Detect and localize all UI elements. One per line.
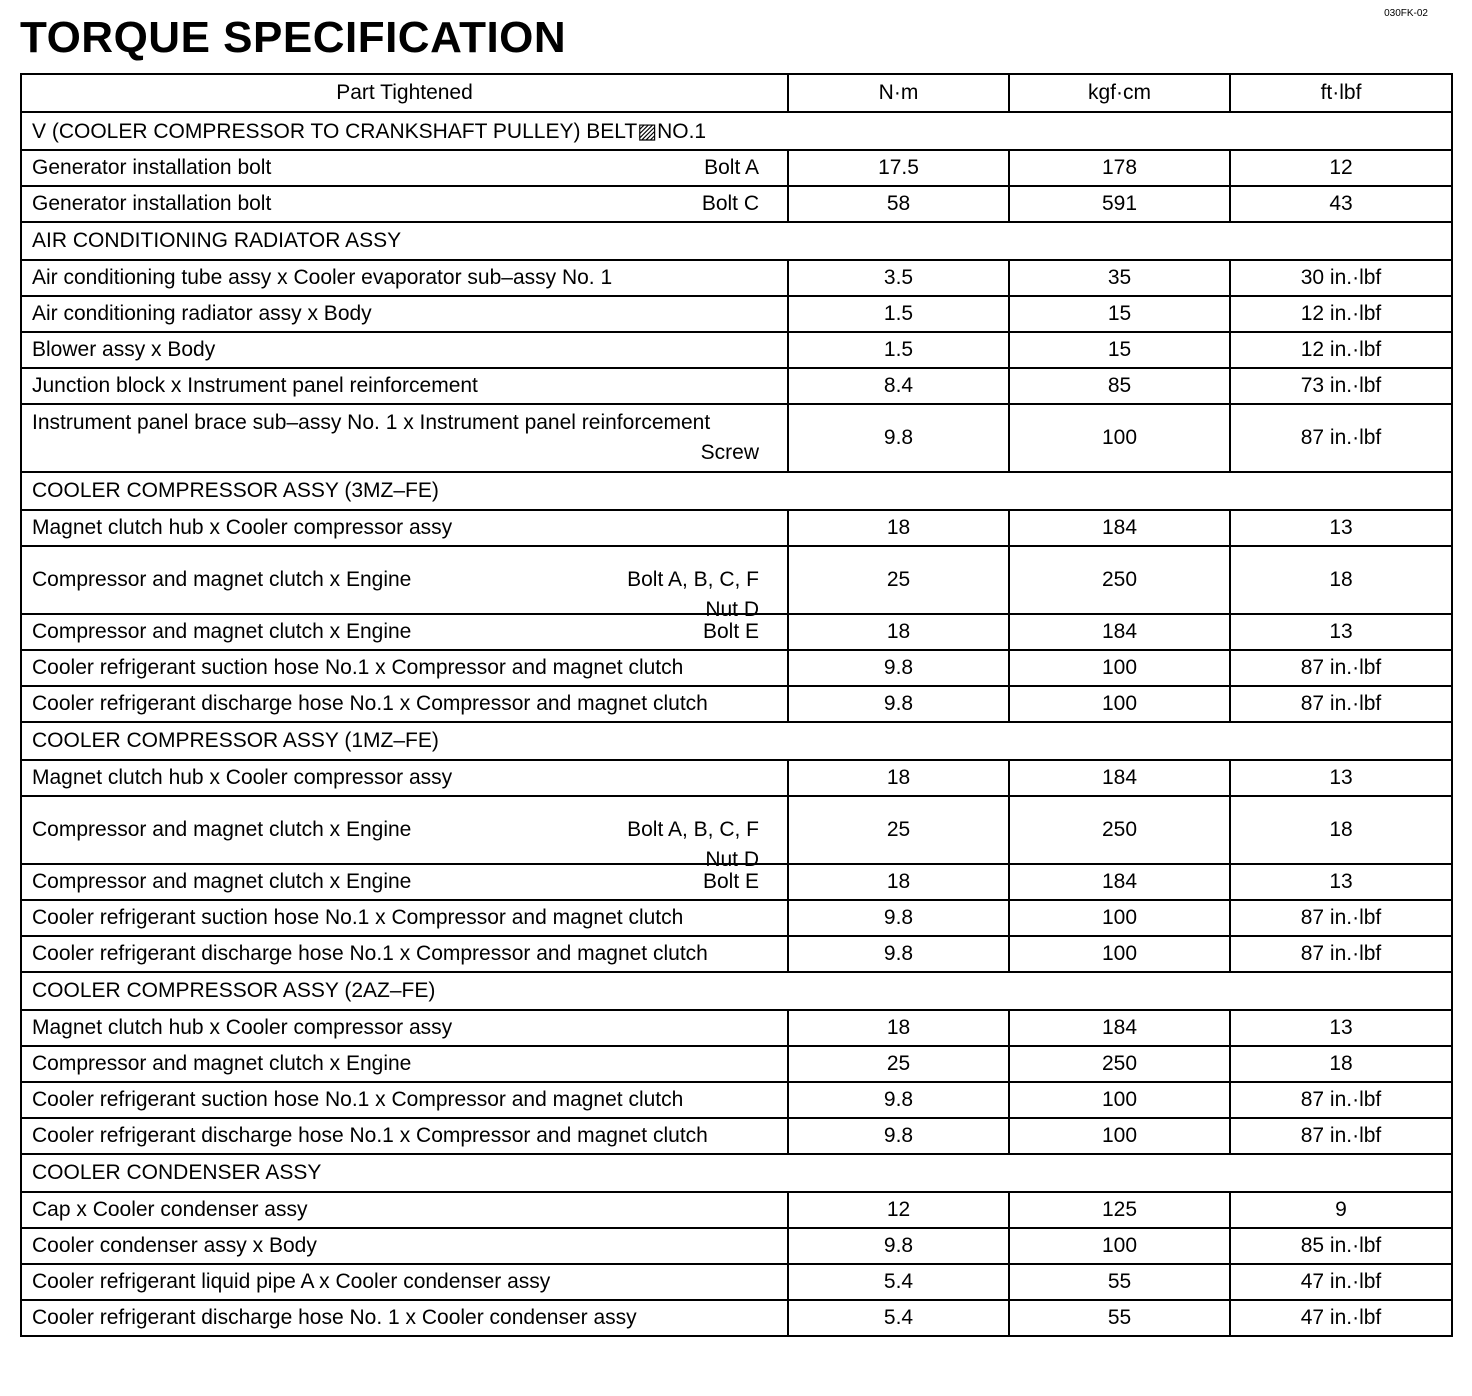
part-cell (21, 368, 788, 404)
kgf-value: 250 (1009, 1046, 1230, 1082)
part-cell (21, 296, 788, 332)
ftlbf-value: 47 in.·lbf (1230, 1300, 1452, 1336)
part-line (32, 438, 759, 468)
table-row (21, 150, 1452, 186)
ftlbf-value: 13 (1230, 1010, 1452, 1046)
table-row (21, 404, 1452, 472)
header-ftlbf: ft·lbf (1230, 74, 1452, 112)
table-row (21, 260, 1452, 296)
table-row (21, 1228, 1452, 1264)
ftlbf-value: 13 (1230, 614, 1452, 650)
part-name: Compressor and magnet clutch x Engine (32, 620, 412, 643)
kgf-value: 100 (1009, 1228, 1230, 1264)
table-row (21, 368, 1452, 404)
ftlbf-value: 87 in.·lbf (1230, 1082, 1452, 1118)
part-name: Cooler condenser assy x Body (32, 1234, 317, 1257)
kgf-value: 35 (1009, 260, 1230, 296)
kgf-value: 85 (1009, 368, 1230, 404)
nm-value: 18 (788, 760, 1009, 796)
section-title: COOLER CONDENSER ASSY (21, 1154, 1452, 1192)
nm-value: 9.8 (788, 1082, 1009, 1118)
nm-value: 3.5 (788, 260, 1009, 296)
kgf-value: 250 (1009, 546, 1230, 614)
part-cell (21, 760, 788, 796)
part-cell (21, 796, 788, 871)
nm-value: 9.8 (788, 686, 1009, 722)
part-name: Magnet clutch hub x Cooler compressor assy (32, 516, 453, 539)
part-cell (21, 1010, 788, 1046)
part-cell (21, 1192, 788, 1228)
fastener-note: Bolt A, B, C, F (627, 818, 759, 841)
nm-value: 1.5 (788, 296, 1009, 332)
part-wrap (32, 192, 759, 216)
part-wrap (32, 1088, 759, 1112)
nm-value: 8.4 (788, 368, 1009, 404)
nm-value: 25 (788, 1046, 1009, 1082)
ftlbf-value: 87 in.·lbf (1230, 404, 1452, 472)
fastener-note: Nut D (705, 598, 759, 621)
ftlbf-value: 13 (1230, 760, 1452, 796)
ftlbf-value: 87 in.·lbf (1230, 900, 1452, 936)
part-wrap (32, 656, 759, 680)
part-wrap (32, 1016, 759, 1040)
part-name: Blower assy x Body (32, 338, 216, 361)
part-cell (21, 510, 788, 546)
part-cell (21, 1118, 788, 1154)
header-part: Part Tightened (21, 74, 788, 112)
kgf-value: 591 (1009, 186, 1230, 222)
part-wrap (32, 516, 759, 540)
section-title: AIR CONDITIONING RADIATOR ASSY (21, 222, 1452, 260)
ftlbf-value: 18 (1230, 1046, 1452, 1082)
part-wrap (32, 156, 759, 180)
ftlbf-value: 18 (1230, 796, 1452, 864)
kgf-value: 100 (1009, 1082, 1230, 1118)
kgf-value: 184 (1009, 614, 1230, 650)
part-cell (21, 404, 788, 472)
table-row (21, 1010, 1452, 1046)
part-cell (21, 686, 788, 722)
part-name: Cooler refrigerant suction hose No.1 x Compressor and magnet clutch (32, 906, 684, 929)
table-row (21, 510, 1452, 546)
ftlbf-value: 12 (1230, 150, 1452, 186)
ftlbf-value: 12 in.·lbf (1230, 332, 1452, 368)
part-wrap (32, 374, 759, 398)
kgf-value: 100 (1009, 404, 1230, 472)
part-wrap (32, 302, 759, 326)
kgf-value: 100 (1009, 936, 1230, 972)
part-name: Cooler refrigerant discharge hose No. 1 x Cooler condenser assy (32, 1306, 637, 1329)
fastener-note: Bolt E (702, 620, 759, 643)
part-cell (21, 260, 788, 296)
part-name: Cooler refrigerant discharge hose No.1 x Compressor and magnet clutch (32, 942, 708, 965)
nm-value: 18 (788, 614, 1009, 650)
part-wrap (32, 692, 759, 716)
part-cell (21, 1082, 788, 1118)
kgf-value: 184 (1009, 1010, 1230, 1046)
part-name: Air conditioning radiator assy x Body (32, 302, 372, 325)
part-wrap (32, 942, 759, 966)
table-row (21, 936, 1452, 972)
section-row (21, 972, 1452, 1010)
kgf-value: 15 (1009, 332, 1230, 368)
fastener-note: Bolt A, B, C, F (627, 568, 759, 591)
kgf-value: 184 (1009, 864, 1230, 900)
kgf-value: 178 (1009, 150, 1230, 186)
header-nm: N·m (788, 74, 1009, 112)
table-row (21, 686, 1452, 722)
kgf-value: 55 (1009, 1300, 1230, 1336)
section-row (21, 722, 1452, 760)
nm-value: 18 (788, 510, 1009, 546)
nm-value: 9.8 (788, 936, 1009, 972)
ftlbf-value: 18 (1230, 546, 1452, 614)
kgf-value: 100 (1009, 900, 1230, 936)
part-wrap (32, 1198, 759, 1222)
fastener-note: Bolt C (701, 192, 759, 215)
kgf-value: 15 (1009, 296, 1230, 332)
section-row (21, 1154, 1452, 1192)
part-name: Generator installation bolt (32, 156, 272, 179)
nm-value: 9.8 (788, 1118, 1009, 1154)
part-name: Cooler refrigerant liquid pipe A x Cooler condenser assy (32, 1270, 551, 1293)
page-title: TORQUE SPECIFICATION (20, 13, 567, 62)
part-wrap (32, 266, 759, 290)
part-wrap (32, 906, 759, 930)
part-wrap (32, 1052, 759, 1076)
kgf-value: 184 (1009, 510, 1230, 546)
kgf-value: 184 (1009, 760, 1230, 796)
nm-value: 9.8 (788, 404, 1009, 472)
part-wrap (32, 766, 759, 790)
ftlbf-value: 9 (1230, 1192, 1452, 1228)
fastener-notes (627, 815, 759, 875)
part-name: Air conditioning tube assy x Cooler evaporator sub–assy No. 1 (32, 266, 613, 289)
part-cell (21, 1264, 788, 1300)
part-name: Magnet clutch hub x Cooler compressor assy (32, 766, 453, 789)
part-cell (21, 650, 788, 686)
section-title: COOLER COMPRESSOR ASSY (2AZ–FE) (21, 972, 1452, 1010)
part-cell (21, 186, 788, 222)
nm-value: 9.8 (788, 900, 1009, 936)
table-row (21, 614, 1452, 650)
ftlbf-value: 73 in.·lbf (1230, 368, 1452, 404)
section-title: COOLER COMPRESSOR ASSY (1MZ–FE) (21, 722, 1452, 760)
table-row (21, 1192, 1452, 1228)
fastener-note: Bolt E (702, 870, 759, 893)
part-cell (21, 1228, 788, 1264)
section-title: COOLER COMPRESSOR ASSY (3MZ–FE) (21, 472, 1452, 510)
header-row (21, 74, 1452, 112)
part-name: Compressor and magnet clutch x Engine (32, 1052, 412, 1075)
part-cell (21, 900, 788, 936)
table-row (21, 1082, 1452, 1118)
ftlbf-value: 87 in.·lbf (1230, 936, 1452, 972)
part-name: Compressor and magnet clutch x Engine (32, 870, 412, 893)
kgf-value: 125 (1009, 1192, 1230, 1228)
table-row (21, 760, 1452, 796)
torque-table (20, 73, 1453, 1337)
part-name: Magnet clutch hub x Cooler compressor assy (32, 1016, 453, 1039)
section-row (21, 112, 1452, 150)
table-row (21, 864, 1452, 900)
nm-value: 9.8 (788, 650, 1009, 686)
table-row (21, 186, 1452, 222)
nm-value: 9.8 (788, 1228, 1009, 1264)
part-name: Cooler refrigerant suction hose No.1 x Compressor and magnet clutch (32, 656, 684, 679)
nm-value: 1.5 (788, 332, 1009, 368)
part-wrap (32, 1270, 759, 1294)
nm-value: 25 (788, 546, 1009, 614)
nm-value: 5.4 (788, 1264, 1009, 1300)
table-row (21, 650, 1452, 686)
kgf-value: 100 (1009, 650, 1230, 686)
part-name: Junction block x Instrument panel reinforcement (32, 374, 478, 397)
nm-value: 25 (788, 796, 1009, 864)
fastener-notes (627, 565, 759, 625)
part-name: Generator installation bolt (32, 192, 272, 215)
table-row (21, 296, 1452, 332)
header-kgf: kgf·cm (1009, 74, 1230, 112)
part-name: Compressor and magnet clutch x Engine (32, 568, 412, 591)
section-row (21, 222, 1452, 260)
ftlbf-value: 43 (1230, 186, 1452, 222)
part-name: Cap x Cooler condenser assy (32, 1198, 308, 1221)
table-row (21, 900, 1452, 936)
torque-table-body (21, 74, 1452, 1336)
kgf-value: 100 (1009, 686, 1230, 722)
ftlbf-value: 13 (1230, 864, 1452, 900)
nm-value: 12 (788, 1192, 1009, 1228)
fastener-note: Screw (700, 441, 759, 464)
part-name: Compressor and magnet clutch x Engine (32, 818, 412, 841)
part-wrap (32, 1234, 759, 1258)
part-wrap (32, 1124, 759, 1148)
table-row (21, 1046, 1452, 1082)
ftlbf-value: 87 in.·lbf (1230, 1118, 1452, 1154)
table-row (21, 1118, 1452, 1154)
table-row (21, 1264, 1452, 1300)
part-cell (21, 936, 788, 972)
part-wrap (32, 408, 759, 468)
kgf-value: 250 (1009, 796, 1230, 864)
table-row (21, 546, 1452, 614)
table-row (21, 796, 1452, 864)
ftlbf-value: 87 in.·lbf (1230, 650, 1452, 686)
part-wrap (32, 815, 759, 871)
part-cell (21, 150, 788, 186)
table-row (21, 332, 1452, 368)
section-row (21, 472, 1452, 510)
part-name: Instrument panel brace sub–assy No. 1 x Instrument panel reinforcement (32, 411, 711, 434)
part-cell (21, 332, 788, 368)
part-wrap (32, 565, 759, 621)
ftlbf-value: 30 in.·lbf (1230, 260, 1452, 296)
nm-value: 18 (788, 1010, 1009, 1046)
part-cell (21, 546, 788, 621)
ftlbf-value: 13 (1230, 510, 1452, 546)
table-row (21, 1300, 1452, 1336)
fastener-note: Bolt A (704, 156, 759, 179)
ftlbf-value: 87 in.·lbf (1230, 686, 1452, 722)
part-name: Cooler refrigerant suction hose No.1 x Compressor and magnet clutch (32, 1088, 684, 1111)
part-name: Cooler refrigerant discharge hose No.1 x Compressor and magnet clutch (32, 1124, 708, 1147)
part-wrap (32, 338, 759, 362)
part-cell (21, 1300, 788, 1336)
section-title: V (COOLER COMPRESSOR TO CRANKSHAFT PULLEY) BELT▨NO.1 (21, 112, 1452, 150)
nm-value: 18 (788, 864, 1009, 900)
nm-value: 17.5 (788, 150, 1009, 186)
ftlbf-value: 12 in.·lbf (1230, 296, 1452, 332)
part-name: Cooler refrigerant discharge hose No.1 x Compressor and magnet clutch (32, 692, 708, 715)
part-line (32, 408, 759, 438)
nm-value: 5.4 (788, 1300, 1009, 1336)
ftlbf-value: 47 in.·lbf (1230, 1264, 1452, 1300)
part-cell (21, 1046, 788, 1082)
nm-value: 58 (788, 186, 1009, 222)
document-code: 030FK-02 (1384, 8, 1428, 19)
kgf-value: 55 (1009, 1264, 1230, 1300)
kgf-value: 100 (1009, 1118, 1230, 1154)
ftlbf-value: 85 in.·lbf (1230, 1228, 1452, 1264)
part-wrap (32, 1306, 759, 1330)
fastener-note: Nut D (705, 848, 759, 871)
